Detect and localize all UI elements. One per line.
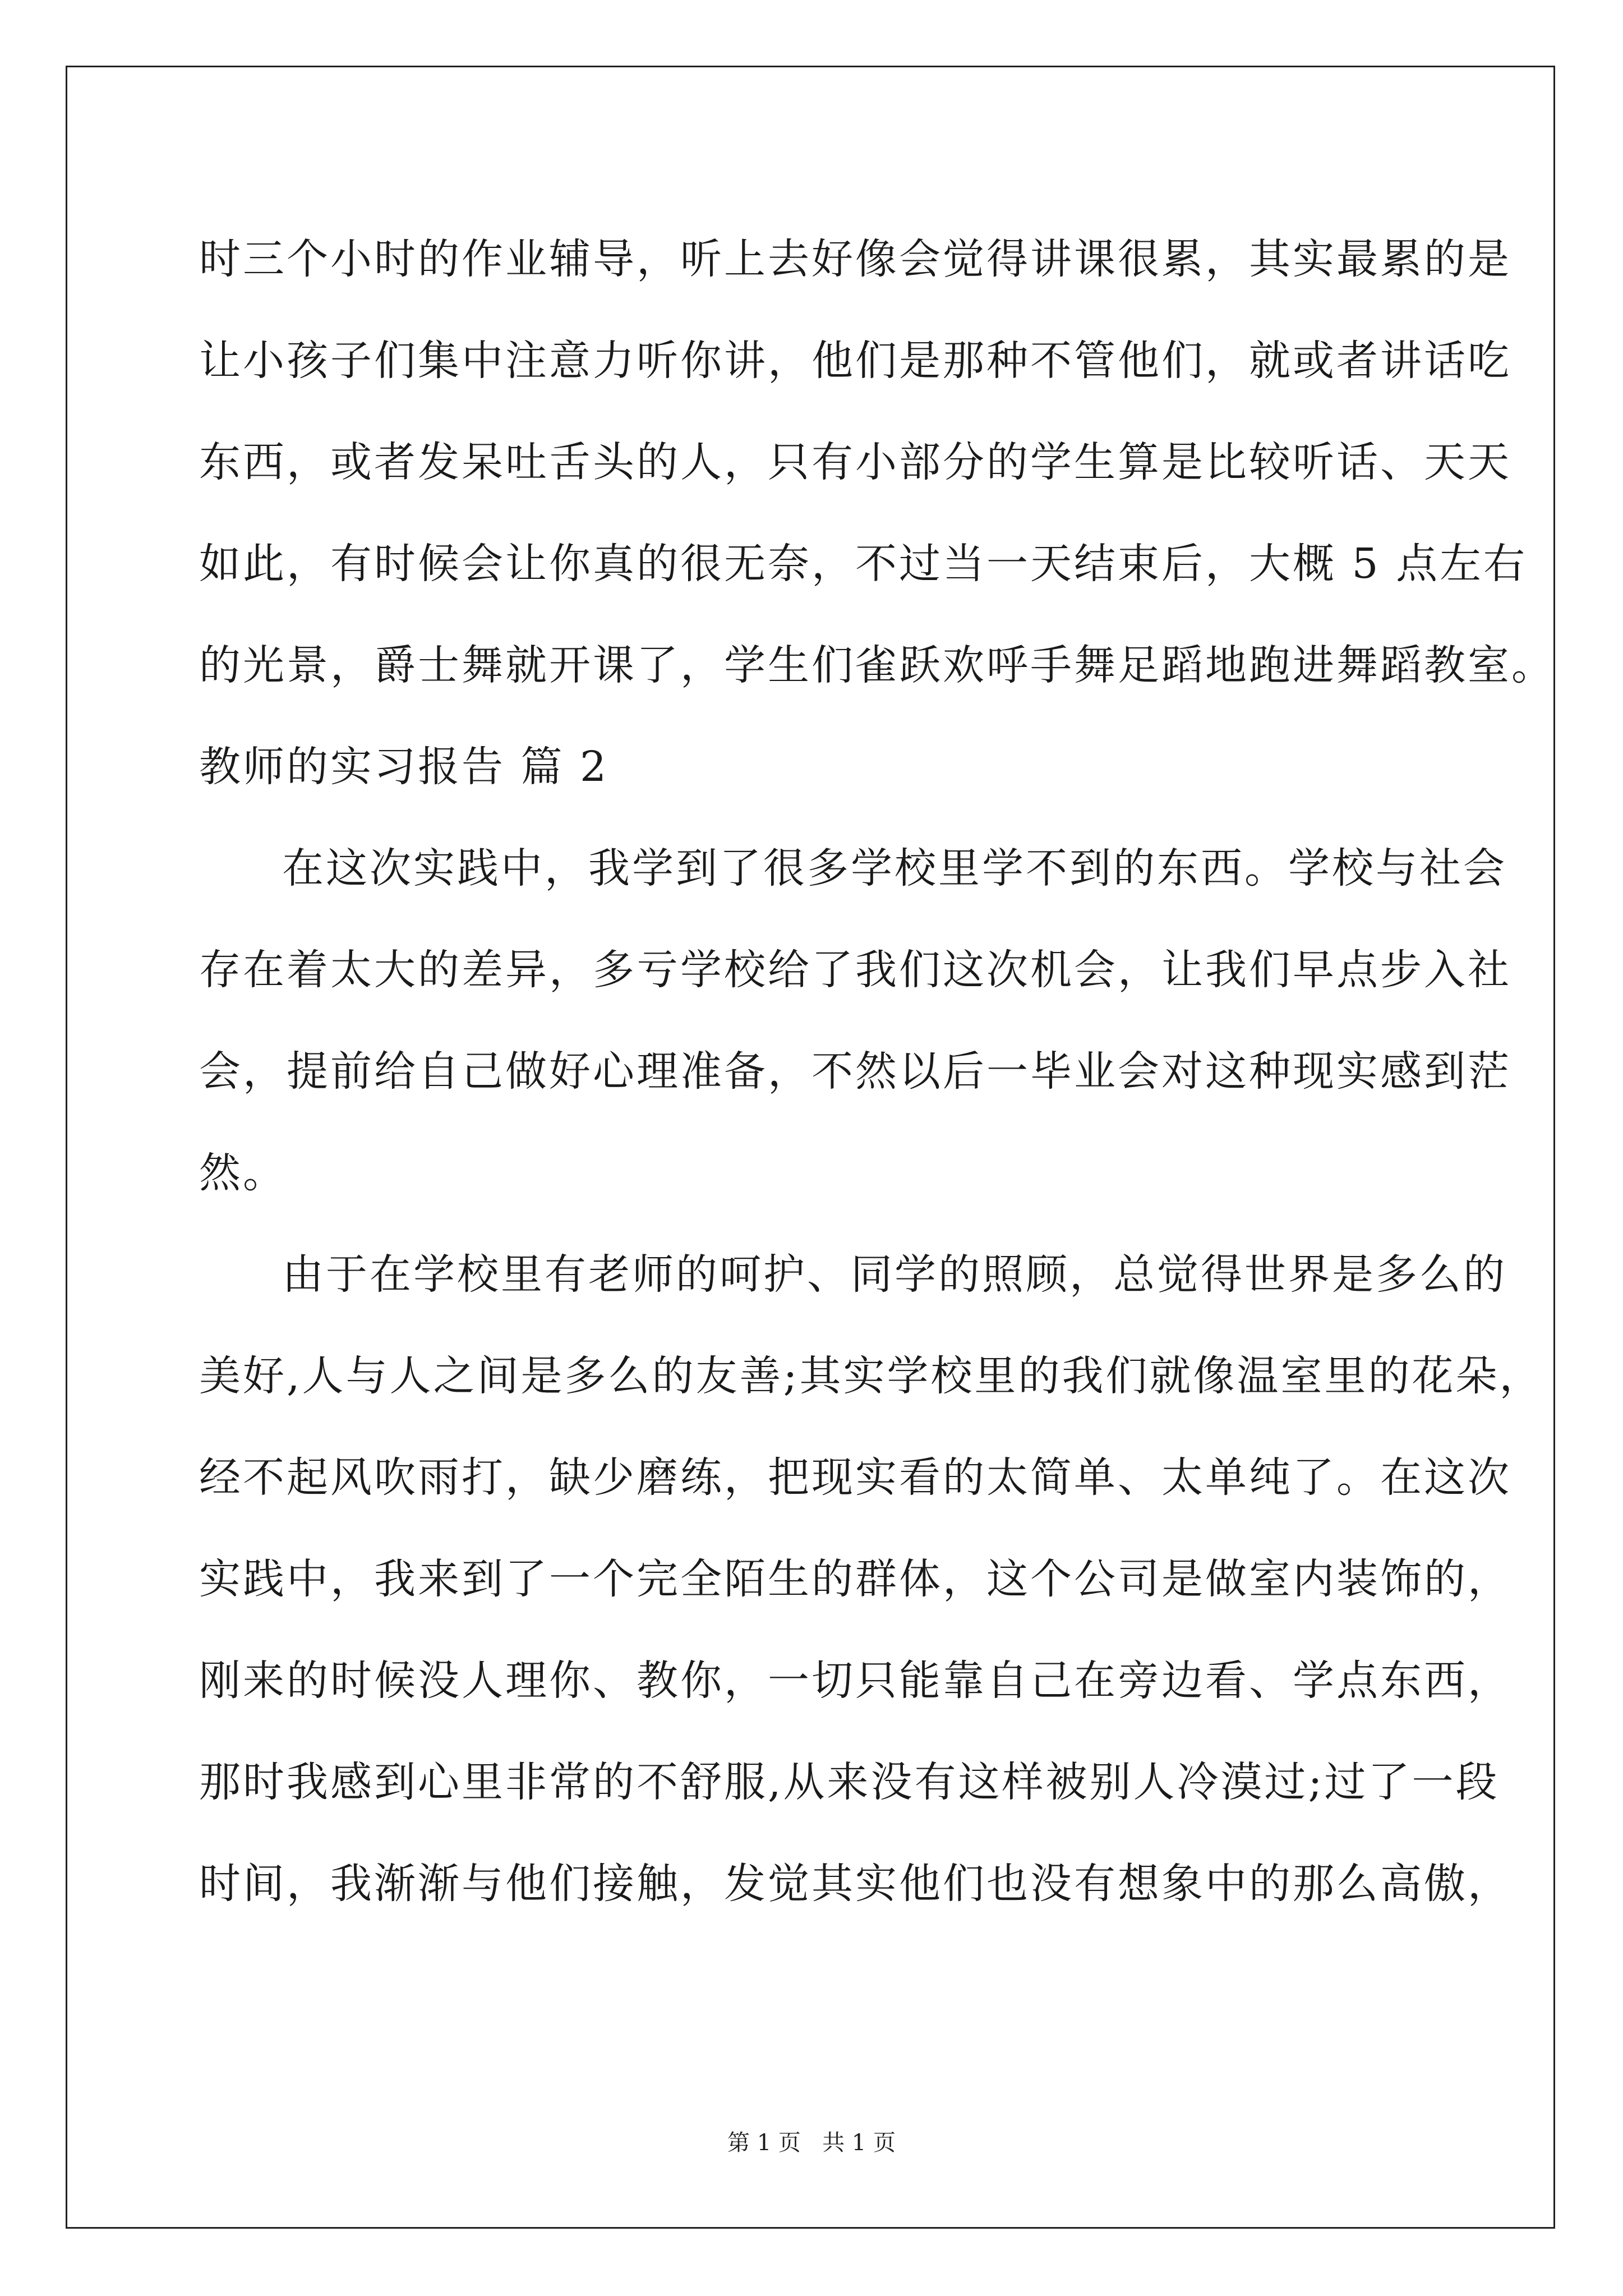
- body-line: 让小孩子们集中注意力听你讲，他们是那种不管他们，就或者讲话吃: [199, 337, 1511, 385]
- body-line: 美好,人与人之间是多么的友善;其实学校里的我们就像温室里的花朵，: [199, 1352, 1543, 1400]
- body-line: 然。: [199, 1149, 287, 1197]
- body-line: 东西，或者发呆吐舌头的人，只有小部分的学生算是比较听话、天天: [199, 438, 1511, 486]
- body-line: 实践中，我来到了一个完全陌生的群体，这个公司是做室内装饰的，: [199, 1555, 1511, 1603]
- body-line: 存在着太大的差异，多亏学校给了我们这次机会，让我们早点步入社: [199, 946, 1511, 994]
- body-line: 会，提前给自己做好心理准备，不然以后一毕业会对这种现实感到茫: [199, 1047, 1511, 1096]
- body-line: 时三个小时的作业辅导，听上去好像会觉得讲课很累，其实最累的是: [199, 235, 1511, 283]
- body-line: 如此，有时候会让你真的很无奈，不过当一天结束后，大概 5 点左右: [199, 540, 1528, 588]
- body-line: 刚来的时候没人理你、教你，一切只能靠自己在旁边看、学点东西，: [199, 1657, 1511, 1705]
- body-line: 那时我感到心里非常的不舒服,从来没有这样被别人冷漠过;过了一段: [199, 1758, 1500, 1806]
- section-heading: 教师的实习报告 篇 2: [199, 743, 609, 791]
- paragraph-first-line: 由于在学校里有老师的呵护、同学的照顾，总觉得世界是多么的: [282, 1250, 1507, 1299]
- paragraph-first-line: 在这次实践中，我学到了很多学校里学不到的东西。学校与社会: [282, 844, 1507, 892]
- body-line: 经不起风吹雨打，缺少磨练，把现实看的太简单、太单纯了。在这次: [199, 1453, 1511, 1502]
- document-body: [199, 209, 1555, 1935]
- body-line: 时间，我渐渐与他们接触，发觉其实他们也没有想象中的那么高傲，: [199, 1860, 1511, 1908]
- page-footer: 第 1 页 共 1 页: [727, 2130, 896, 2156]
- body-line: 的光景，爵士舞就开课了，学生们雀跃欢呼手舞足蹈地跑进舞蹈教室。: [199, 641, 1555, 689]
